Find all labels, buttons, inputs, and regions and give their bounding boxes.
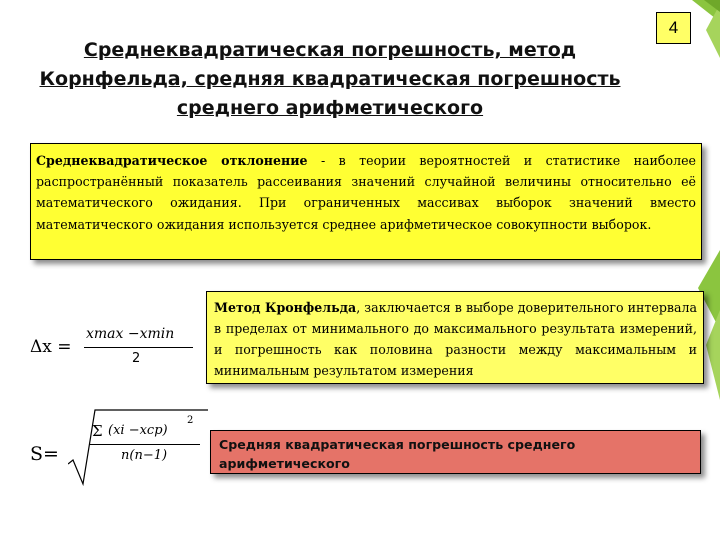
title-line: среднего арифметического — [176, 97, 484, 119]
definition-term: Среднеквадратическое отклонение — [36, 153, 308, 168]
slide-number: 4 — [656, 12, 691, 44]
definition-box — [30, 143, 702, 260]
sum-symbol: Σ — [92, 422, 103, 440]
formula-delta — [30, 326, 205, 376]
definition-text: - в теории вероятностей и статистике наиболее распространённый показатель рассеивания значений случайной величины относительно её математического ожидания. При ограниченных массивах выборок значений вместо математического ожидания используется среднее арифметическое совокупности выборок. — [36, 153, 696, 232]
formula-s-numerator: (xi −xcp) — [108, 423, 168, 438]
fraction-bar — [84, 347, 193, 348]
method-term: Метод Кронфельда — [214, 300, 357, 315]
formula-delta-denominator: 2 — [132, 351, 141, 366]
formula-delta-lhs: Δx = — [30, 337, 72, 357]
rms-box: Средняя квадратическая погрешность среднего арифметического — [210, 430, 701, 474]
title-line: Корнфельда, средняя квадратическая погрешность — [39, 68, 621, 90]
method-box — [206, 291, 704, 384]
formula-delta-numerator: xmax −xmin — [86, 326, 175, 342]
formula-s-lhs: S= — [30, 443, 59, 465]
title-line: Среднеквадратическая погрешность, метод — [83, 39, 577, 61]
page-title — [20, 36, 640, 123]
fraction-bar — [90, 444, 200, 445]
method-text: , заключается в выборе доверительного интервала в пределах от минимального до максимального результата измерений, и погрешность как половина разности между максимальным и минимальным результатом измерения — [214, 300, 697, 378]
formula-s — [30, 408, 205, 488]
formula-s-exponent: 2 — [187, 415, 194, 426]
formula-s-denominator: n(n−1) — [121, 448, 168, 463]
